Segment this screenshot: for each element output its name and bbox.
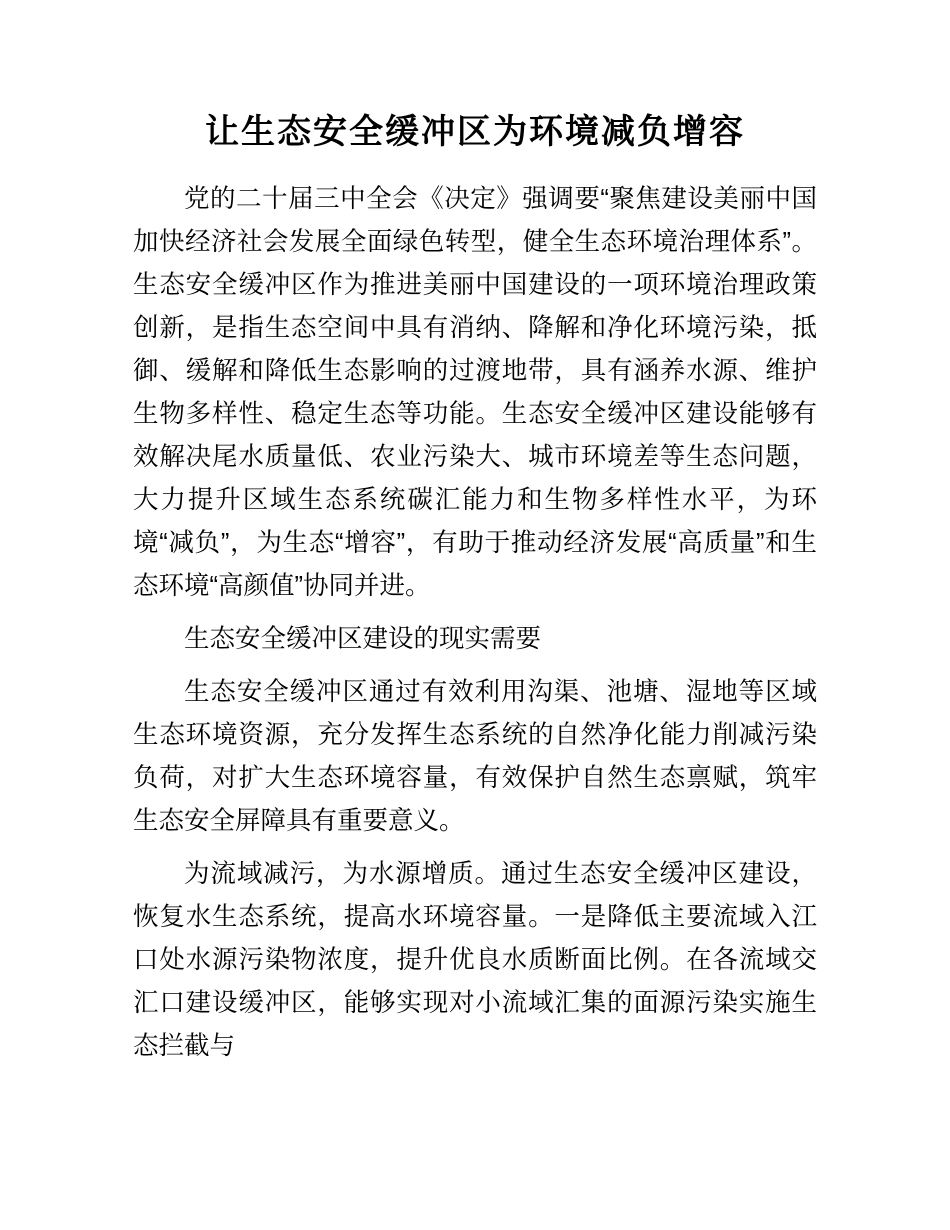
paragraph-intro: 党的二十届三中全会《决定》强调要“聚焦建设美丽中国加快经济社会发展全面绿色转型，健全生态环境治理体系”。生态安全缓冲区作为推进美丽中国建设的一项环境治理政策创新，是指生态空间中具有消纳、降解和净化环境污染，抵御、缓解和降低生态影响的过渡地带，具有涵养水源、维护生物多样性、稳定生态等功能。生态安全缓冲区建设能够有效解决尾水质量低、农业污染大、城市环境差等生态问题，大力提升区域生态系统碳汇能力和生物多样性水平，为环境“减负”，为生态“增容”，有助于推动经济发展“高质量”和生态环境“高颜值”协同并进。 — [133, 185, 817, 600]
section-heading: 生态安全缓冲区建设的现实需要 — [184, 625, 542, 653]
paragraph-watershed: 为流域减污，为水源增质。通过生态安全缓冲区建设，恢复水生态系统，提高水环境容量。一是降低主要流域入江口处水源污染物浓度，提升优良水质断面比例。在各流域交汇口建设缓冲区，能够实现对小流域汇集的面源污染实施生态拦截与 — [133, 860, 817, 1060]
paragraph-significance: 生态安全缓冲区通过有效利用沟渠、池塘、湿地等区域生态环境资源，充分发挥生态系统的自然净化能力削减污染负荷，对扩大生态环境容量，有效保护自然生态禀赋，筑牢生态安全屏障具有重要意义。 — [133, 678, 817, 835]
page-title: 让生态安全缓冲区为环境减负增容 — [205, 113, 745, 151]
